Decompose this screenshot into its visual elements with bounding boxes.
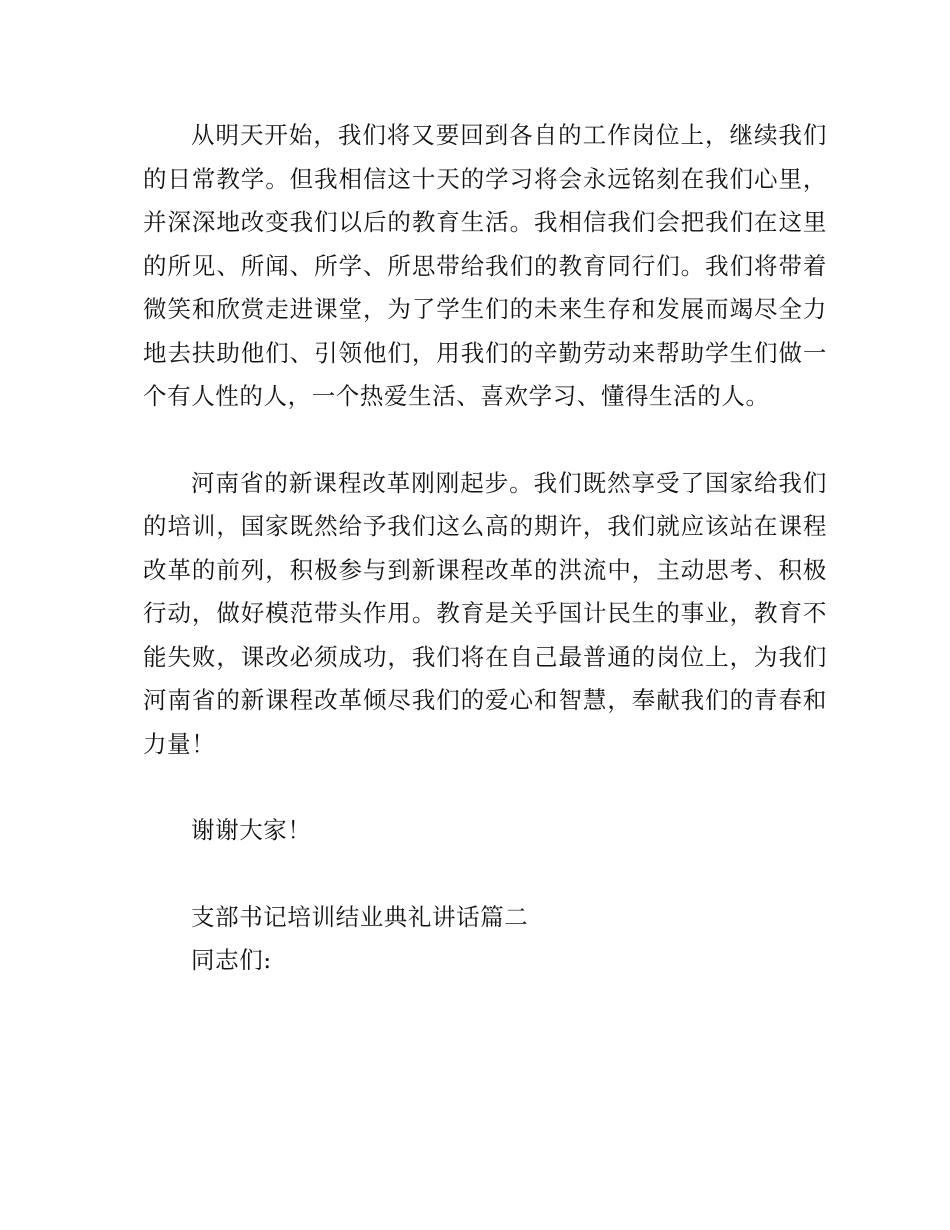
closing-thanks: 谢谢大家！	[191, 816, 312, 844]
paragraph-1: 从明天开始，我们将又要回到各自的工作岗位上，继续我们的日常教学。但我相信这十天的学习将会永远铭刻在我们心里，并深深地改变我们以后的教育生活。我相信我们会把我们在这里的所见、所闻、所学、所思带给我们的教育同行们。我们将带着微笑和欣赏走进课堂，为了学生们的未来生存和发展而竭尽全力地去扶助他们、引领他们，用我们的辛勤劳动来帮助学生们做一个有人性的人，一个热爱生活、喜欢学习、懂得生活的人。	[143, 121, 827, 410]
paragraph-spacer	[143, 766, 827, 809]
salutation: 同志们:	[191, 946, 272, 974]
paragraph-spacer	[143, 419, 827, 462]
section-title: 支部书记培训结业典礼讲话篇二	[191, 902, 529, 931]
document-page	[143, 114, 827, 983]
paragraph-2: 河南省的新课程改革刚刚起步。我们既然享受了国家给我们的培训，国家既然给予我们这么高的期许，我们就应该站在课程改革的前列，积极参与到新课程改革的洪流中，主动思考、积极行动，做好模范带头作用。教育是关乎国计民生的事业，教育不能失败，课改必须成功，我们将在自己最普通的岗位上，为我们河南省的新课程改革倾尽我们的爱心和智慧，奉献我们的青春和力量！	[143, 468, 827, 758]
paragraph-spacer	[143, 853, 827, 896]
